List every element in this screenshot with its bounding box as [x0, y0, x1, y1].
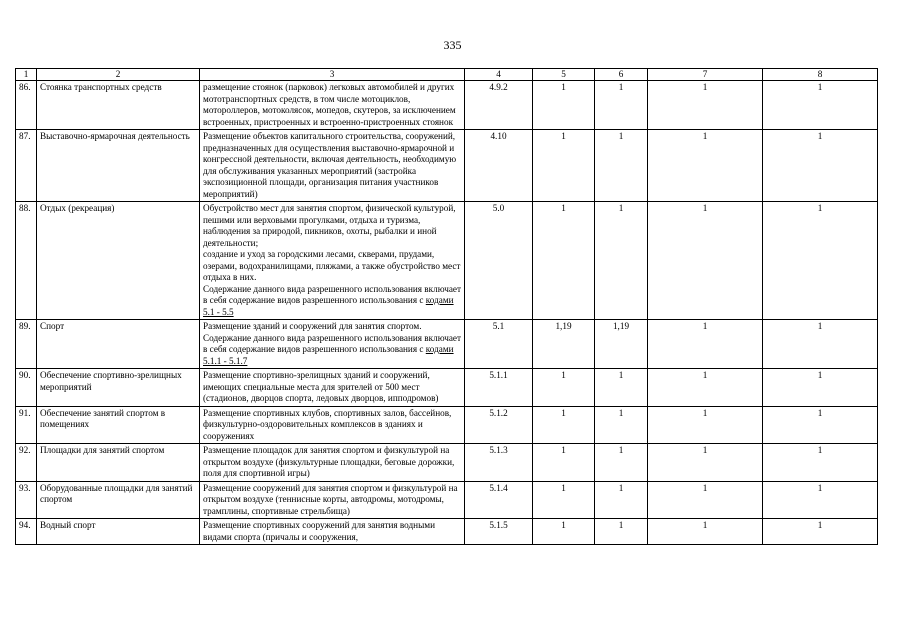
col-6-value: 1: [595, 481, 648, 519]
row-number: 88.: [16, 202, 37, 320]
use-code: 5.1: [465, 320, 533, 369]
col-5-value: 1: [533, 406, 595, 444]
col-8-value: 1: [763, 202, 878, 320]
use-type-description: [200, 519, 465, 545]
description-text: Размещение объектов капитального строительства, сооружений, предназначенных для осуществления выставочно-ярмарочной и конгрессной деятельности, включая деятельность, необходимую для обслуживания указанных мероприятий (застройка экспозиционной площади, организация питания участников мероприятий): [203, 131, 457, 199]
table-row: [16, 444, 878, 482]
col-5-value: 1: [533, 519, 595, 545]
table-row: [16, 519, 878, 545]
table-row: [16, 81, 878, 130]
header-col-7: 7: [648, 69, 763, 81]
col-8-value: 1: [763, 406, 878, 444]
code-reference-link[interactable]: кодами 5.1.1 - 5.1.7: [203, 344, 454, 366]
use-code: 5.1.3: [465, 444, 533, 482]
row-number: 89.: [16, 320, 37, 369]
col-5-value: 1: [533, 481, 595, 519]
use-type-name: Водный спорт: [37, 519, 200, 545]
header-col-4: 4: [465, 69, 533, 81]
description-text: Размещение спортивных клубов, спортивных залов, бассейнов, физкультурно-оздоровительных комплексов в зданиях и сооружениях: [203, 407, 452, 441]
use-type-description: [200, 444, 465, 482]
description-text: Размещение зданий и сооружений для занятия спортом. Содержание данного вида разрешенного использования включает в себя содержание видов разрешенного использования с: [203, 321, 462, 354]
header-col-1: 1: [16, 69, 37, 81]
use-type-name: Площадки для занятий спортом: [37, 444, 200, 482]
use-type-description: [200, 81, 465, 130]
col-6-value: 1,19: [595, 320, 648, 369]
col-5-value: 1: [533, 81, 595, 130]
header-col-5: 5: [533, 69, 595, 81]
page-number: 335: [443, 38, 462, 52]
row-number: 94.: [16, 519, 37, 545]
col-7-value: 1: [648, 406, 763, 444]
col-6-value: 1: [595, 444, 648, 482]
use-code: 5.0: [465, 202, 533, 320]
col-8-value: 1: [763, 320, 878, 369]
col-7-value: 1: [648, 481, 763, 519]
use-type-description: [200, 130, 465, 202]
use-type-description: [200, 202, 465, 320]
col-5-value: 1: [533, 202, 595, 320]
use-type-description: [200, 369, 465, 407]
row-number: 91.: [16, 406, 37, 444]
code-reference-link[interactable]: кодами 5.1 - 5.5: [203, 295, 454, 317]
row-number: 90.: [16, 369, 37, 407]
col-7-value: 1: [648, 320, 763, 369]
use-type-name: Стоянка транспортных средств: [37, 81, 200, 130]
col-7-value: 1: [648, 519, 763, 545]
use-type-name: Обеспечение спортивно-зрелищных мероприятий: [37, 369, 200, 407]
col-7-value: 1: [648, 369, 763, 407]
col-5-value: 1: [533, 369, 595, 407]
col-6-value: 1: [595, 519, 648, 545]
col-6-value: 1: [595, 369, 648, 407]
col-8-value: 1: [763, 81, 878, 130]
header-col-8: 8: [763, 69, 878, 81]
table-row: [16, 320, 878, 369]
col-8-value: 1: [763, 444, 878, 482]
table-row: [16, 406, 878, 444]
use-code: 5.1.5: [465, 519, 533, 545]
row-number: 86.: [16, 81, 37, 130]
col-6-value: 1: [595, 81, 648, 130]
use-code: 5.1.4: [465, 481, 533, 519]
row-number: 93.: [16, 481, 37, 519]
col-6-value: 1: [595, 202, 648, 320]
description-text: Обустройство мест для занятия спортом, физической культурой, пешими или верховыми прогулками, отдыха и туризма, наблюдения за природой, пикников, охоты, рыбалки и иной деятельности; создание и уход за городскими лесами, скверами, прудами, озерами, водохранилищами, пляжами, а также обустройство мест отдыха в них. Содержание данного вида разрешенного использования включает в себя содержание видов разрешенного использования с: [203, 203, 462, 305]
col-7-value: 1: [648, 202, 763, 320]
row-number: 92.: [16, 444, 37, 482]
col-5-value: 1: [533, 130, 595, 202]
col-8-value: 1: [763, 369, 878, 407]
use-code: 4.9.2: [465, 81, 533, 130]
use-code: 5.1.1: [465, 369, 533, 407]
land-use-table: [15, 68, 878, 545]
col-6-value: 1: [595, 406, 648, 444]
use-type-name: Оборудованные площадки для занятий спортом: [37, 481, 200, 519]
description-text: Размещение сооружений для занятия спортом и физкультурой на открытом воздухе (теннисные корты, автодромы, мотодромы, трамплины, спортивные стрельбища): [203, 482, 458, 516]
use-code: 4.10: [465, 130, 533, 202]
use-code: 5.1.2: [465, 406, 533, 444]
use-type-name: Отдых (рекреация): [37, 202, 200, 320]
col-8-value: 1: [763, 481, 878, 519]
col-7-value: 1: [648, 444, 763, 482]
header-col-2: 2: [37, 69, 200, 81]
col-8-value: 1: [763, 130, 878, 202]
row-number: 87.: [16, 130, 37, 202]
table-row: [16, 369, 878, 407]
col-7-value: 1: [648, 130, 763, 202]
col-8-value: 1: [763, 519, 878, 545]
description-text: размещение стоянок (парковок) легковых автомобилей и других мототранспортных средств, в том числе мотоциклов, мотороллеров, мотоколясок, мопедов, скутеров, за исключением встроенных, пристроенных и встроенно-пристроенных стоянок: [203, 82, 456, 127]
col-7-value: 1: [648, 81, 763, 130]
col-5-value: 1: [533, 444, 595, 482]
description-text: Размещение площадок для занятия спортом и физкультурой на открытом воздухе (физкультурные площадки, беговые дорожки, поля для спортивной игры): [203, 445, 455, 478]
header-row: [16, 69, 878, 81]
col-6-value: 1: [595, 130, 648, 202]
use-type-description: [200, 320, 465, 369]
table-row: [16, 202, 878, 320]
description-text: Размещение спортивно-зрелищных зданий и сооружений, имеющих специальные места для зрителей от 500 мест (стадионов, дворцов спорта, ледовых дворцов, ипподромов): [203, 370, 439, 403]
description-text: Размещение спортивных сооружений для занятия водными видами спорта (причалы и сооружения,: [203, 520, 435, 542]
table-row: [16, 130, 878, 202]
use-type-name: Обеспечение занятий спортом в помещениях: [37, 406, 200, 444]
use-type-description: [200, 481, 465, 519]
header-col-3: 3: [200, 69, 465, 81]
table-row: [16, 481, 878, 519]
col-5-value: 1,19: [533, 320, 595, 369]
use-type-description: [200, 406, 465, 444]
header-col-6: 6: [595, 69, 648, 81]
use-type-name: Выставочно-ярмарочная деятельность: [37, 130, 200, 202]
use-type-name: Спорт: [37, 320, 200, 369]
